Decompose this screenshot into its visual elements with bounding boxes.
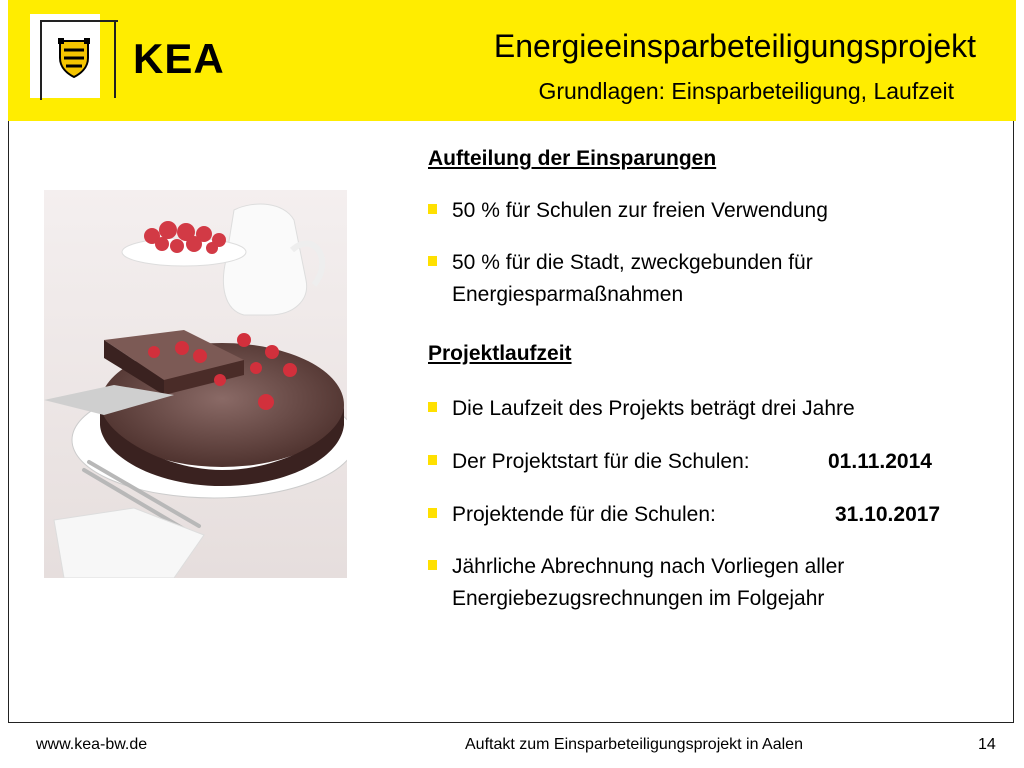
footer-event-title: Auftakt zum Einsparbeteiligungsprojekt in Aalen bbox=[465, 736, 803, 753]
bullet-square-icon bbox=[428, 256, 437, 266]
slide-title: Energieeinsparbeteiligungsprojekt bbox=[493, 28, 976, 64]
section-heading-duration: Projektlaufzeit bbox=[428, 342, 572, 365]
bullet-square-icon bbox=[428, 560, 437, 570]
slide-subtitle: Grundlagen: Einsparbeteiligung, Laufzeit bbox=[538, 78, 954, 104]
section-heading-savings: Aufteilung der Einsparungen bbox=[428, 147, 717, 170]
bullet-square-icon bbox=[428, 455, 437, 465]
bullet-square-icon bbox=[428, 402, 437, 412]
bullet-square-icon bbox=[428, 204, 437, 214]
bullet-square-icon bbox=[428, 508, 437, 518]
page-number: 14 bbox=[978, 736, 996, 753]
kea-logo-text: KEA bbox=[133, 35, 225, 82]
logo-divider bbox=[114, 20, 116, 98]
project-end-date: 31.10.2017 bbox=[835, 503, 941, 526]
chocolate-cake-photo bbox=[44, 190, 347, 578]
coat-of-arms-icon bbox=[58, 38, 90, 78]
project-start-date: 01.11.2014 bbox=[828, 450, 932, 473]
footer-website: www.kea-bw.de bbox=[36, 736, 148, 753]
